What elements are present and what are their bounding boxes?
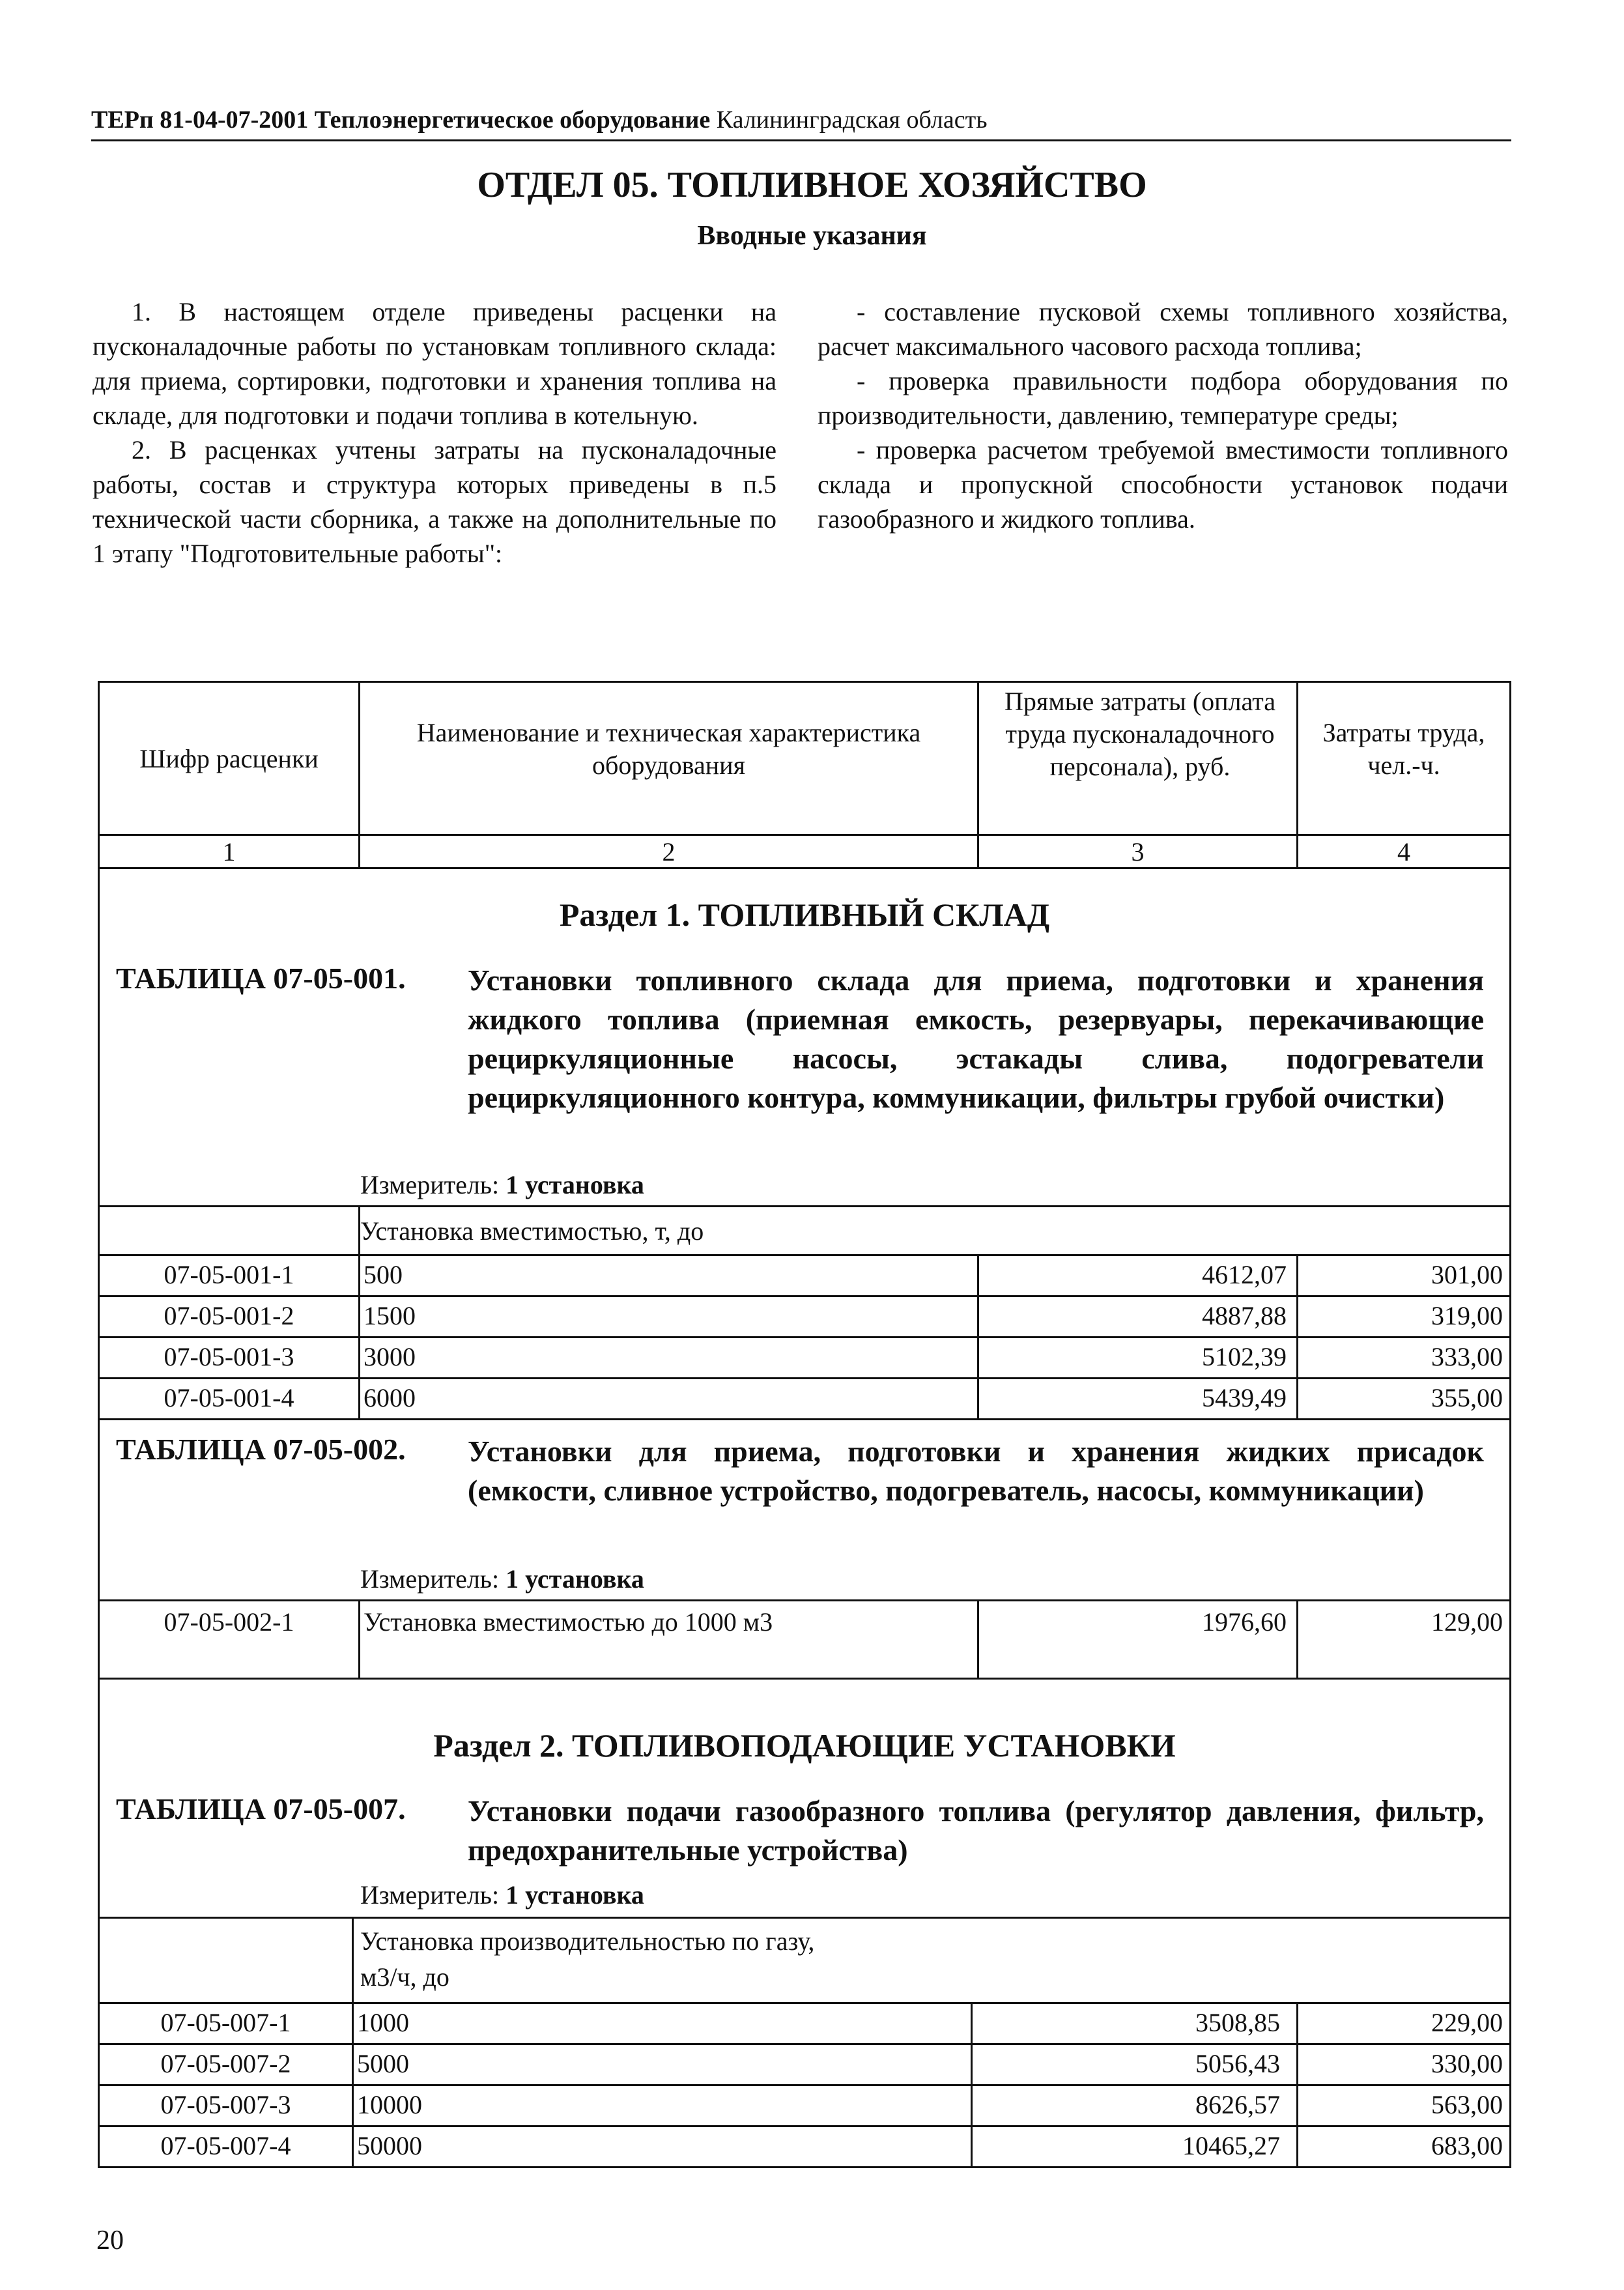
header-code: ТЕРп 81-04-07-2001 Теплоэнергетическое оборудование	[91, 106, 711, 134]
table-007-description: Установки подачи газообразного топлива (регулятор давления, фильтр, предохранительные устройства)	[468, 1794, 1484, 1867]
row-name: 3000	[363, 1342, 416, 1371]
row-labor: 319,00	[1431, 1301, 1503, 1330]
table-001-meter	[360, 1169, 644, 1200]
grid-line	[98, 2084, 1511, 2086]
grid-line	[98, 1418, 1511, 1420]
grid-line	[98, 2125, 1511, 2127]
meter-value: 1 установка	[506, 1880, 644, 1910]
meter-value: 1 установка	[506, 1564, 644, 1594]
page-number: 20	[96, 2226, 124, 2255]
row-code: 07-05-007-1	[160, 2008, 291, 2037]
row-cost: 5439,49	[1202, 1383, 1287, 1412]
column-number-1: 1	[222, 837, 236, 866]
row-labor: 330,00	[1431, 2049, 1503, 2078]
row-name: 10000	[357, 2090, 422, 2119]
meter-value: 1 установка	[506, 1170, 644, 1199]
meter-label: Измеритель:	[360, 1564, 500, 1594]
intro-paragraph-1: 1. В настоящем отделе приведены расценки на пусконаладочные работы по установкам топливного склада: для приема, сортировки, подготовки и хранения топлива на складе, для подготовки и подачи топлива в котельную.	[93, 297, 776, 430]
table-007-subheader: Установка производительностью по газу,	[360, 1926, 815, 1956]
column-number-4: 4	[1397, 837, 1410, 866]
row-labor: 355,00	[1431, 1383, 1503, 1412]
row-code: 07-05-001-1	[164, 1260, 294, 1289]
department-title: ОТДЕЛ 05. ТОПЛИВНОЕ ХОЗЯЙСТВО	[477, 165, 1147, 205]
grid-line	[98, 1678, 1511, 1680]
header-text	[91, 106, 988, 134]
row-code: 07-05-007-3	[160, 2090, 291, 2119]
intro-paragraph-2: 2. В расценках учтены затраты на пусконаладочные работы, состав и структура которых приведены в п.5 технической части сборника, а также на дополнительные по 1 этапу "Подготовительные работы":	[93, 435, 776, 568]
section-2-title: Раздел 2. ТОПЛИВОПОДАЮЩИЕ УСТАНОВКИ	[433, 1727, 1176, 1764]
grid-line	[358, 1599, 360, 1680]
table-007-meter	[360, 1880, 644, 1910]
row-labor: 129,00	[1431, 1607, 1503, 1637]
intro-title: Вводные указания	[697, 221, 927, 251]
meter-label: Измеритель:	[360, 1170, 500, 1199]
row-cost: 5056,43	[1195, 2049, 1280, 2078]
row-cost: 3508,85	[1195, 2008, 1280, 2037]
grid-line	[98, 1599, 1511, 1601]
table-001-subheader: Установка вместимостью, т, до	[360, 1216, 704, 1246]
header-code-col: Шифр расценки	[139, 744, 319, 773]
table-001-description: Установки топливного склада для приема, подготовки и хранения жидкого топлива (приемная емкость, резервуары, перекачивающие рециркуляционные насосы, эстакады слива, подогреватели рециркуляционного контура, коммуникации, фильтры грубой очистки)	[468, 964, 1484, 1114]
meter-label: Измеритель:	[360, 1880, 500, 1910]
row-name: Установка вместимостью до 1000 м3	[363, 1607, 773, 1637]
section-1-title: Раздел 1. ТОПЛИВНЫЙ СКЛАД	[559, 896, 1050, 933]
row-name: 6000	[363, 1383, 416, 1412]
grid-line	[98, 1377, 1511, 1379]
table-002-meter	[360, 1564, 644, 1594]
grid-line	[98, 1295, 1511, 1297]
header-name-col: Наименование и техническая характеристика оборудования	[416, 718, 921, 780]
intro-right-column	[818, 294, 1508, 536]
row-code: 07-05-007-2	[160, 2049, 291, 2078]
table-007-label: ТАБЛИЦА 07-05-007.	[116, 1792, 406, 1825]
row-name: 1500	[363, 1301, 416, 1330]
grid-line	[98, 1917, 1511, 1919]
row-code: 07-05-002-1	[164, 1607, 294, 1637]
row-cost: 10465,27	[1182, 2131, 1280, 2160]
intro-item-3: - проверка расчетом требуемой вместимости топливного склада и пропускной способности установок подачи газообразного и жидкого топлива.	[818, 435, 1508, 534]
grid-line	[98, 2043, 1511, 2045]
grid-line	[98, 1336, 1511, 1338]
row-name: 500	[363, 1260, 403, 1289]
row-name: 50000	[357, 2131, 422, 2160]
row-name: 1000	[357, 2008, 409, 2037]
intro-item-1: - составление пусковой схемы топливного хозяйства, расчет максимального часового расхода топлива;	[818, 297, 1508, 361]
table-001-label: ТАБЛИЦА 07-05-001.	[116, 962, 406, 995]
intro-item-2: - проверка правильности подбора оборудования по производительности, давлению, температуре среды;	[818, 366, 1508, 430]
table-002-label: ТАБЛИЦА 07-05-002.	[116, 1433, 406, 1466]
running-header	[91, 101, 1511, 141]
grid-line	[352, 1917, 354, 2168]
grid-line	[98, 1205, 1511, 1207]
row-cost: 5102,39	[1202, 1342, 1287, 1371]
table-002-description: Установки для приема, подготовки и хранения жидких присадок (емкости, сливное устройство, подогреватель, насосы, коммуникации)	[468, 1435, 1484, 1507]
header-cost-col: Прямые затраты (оплата труда пусконаладочного персонала), руб.	[1004, 687, 1275, 781]
row-labor: 301,00	[1431, 1260, 1503, 1289]
header-region: Калининградская область	[716, 106, 988, 134]
intro-left-column	[93, 294, 776, 571]
row-labor: 563,00	[1431, 2090, 1503, 2119]
row-cost: 1976,60	[1202, 1607, 1287, 1637]
grid-line	[98, 2002, 1511, 2004]
table-007-subheader-2: м3/ч, до	[360, 1962, 449, 1992]
row-cost: 4612,07	[1202, 1260, 1287, 1289]
row-labor: 229,00	[1431, 2008, 1503, 2037]
row-cost: 4887,88	[1202, 1301, 1287, 1330]
column-number-2: 2	[662, 837, 676, 866]
row-labor: 333,00	[1431, 1342, 1503, 1371]
row-labor: 683,00	[1431, 2131, 1503, 2160]
column-number-3: 3	[1131, 837, 1145, 866]
header-labor-col: Затраты труда, чел.-ч.	[1322, 718, 1485, 780]
row-code: 07-05-001-4	[164, 1383, 294, 1412]
grid-line	[98, 1254, 1511, 1256]
row-code: 07-05-007-4	[160, 2131, 291, 2160]
row-cost: 8626,57	[1195, 2090, 1280, 2119]
grid-line	[358, 1205, 360, 1420]
row-code: 07-05-001-3	[164, 1342, 294, 1371]
row-name: 5000	[357, 2049, 409, 2078]
row-code: 07-05-001-2	[164, 1301, 294, 1330]
